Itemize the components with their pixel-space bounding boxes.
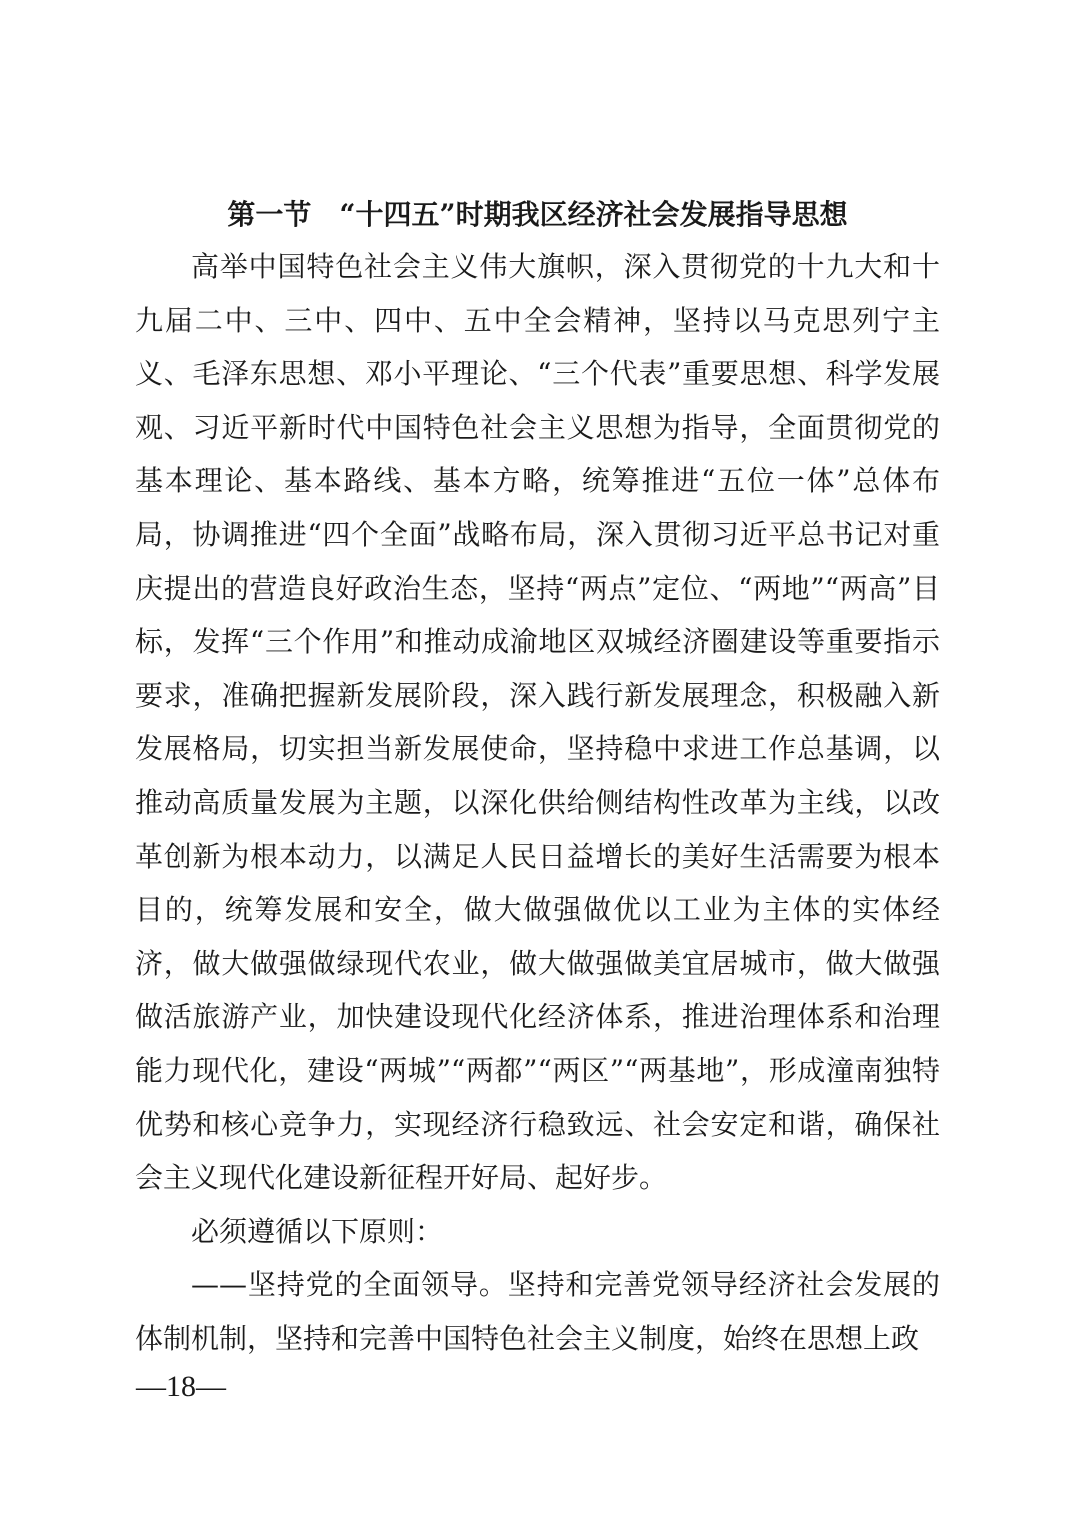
paragraph-principles-intro: 必须遵循以下原则： <box>191 1214 444 1248</box>
paragraph-principle-party-leadership: ——坚持党的全面领导。坚持和完善党领导经济社会发展的体制机制，坚持和完善中国特色社会主义制度，始终在思想上政 <box>135 1268 940 1355</box>
page-number: —18— <box>136 1370 226 1403</box>
body-text <box>135 240 940 1365</box>
section-heading: 第一节 “十四五”时期我区经济社会发展指导思想 <box>227 198 848 231</box>
paragraph-guiding-thought: 高举中国特色社会主义伟大旗帜，深入贯彻党的十九大和十九届二中、三中、四中、五中全会精神，坚持以马克思列宁主义、毛泽东思想、邓小平理论、“三个代表”重要思想、科学发展观、习近平新时代中国特色社会主义思想为指导，全面贯彻党的基本理论、基本路线、基本方略，统筹推进“五位一体”总体布局，协调推进“四个全面”战略布局，深入贯彻习近平总书记对重庆提出的营造良好政治生态，坚持“两点”定位、“两地”“两高”目标，发挥“三个作用”和推动成渝地区双城经济圈建设等重要指示要求，准确把握新发展阶段，深入践行新发展理念，积极融入新发展格局，切实担当新发展使命，坚持稳中求进工作总基调，以推动高质量发展为主题，以深化供给侧结构性改革为主线，以改革创新为根本动力，以满足人民日益增长的美好生活需要为根本目的，统筹发展和安全，做大做强做优以工业为主体的实体经济，做大做强做绿现代农业，做大做强做美宜居城市，做大做强做活旅游产业，加快建设现代化经济体系，推进治理体系和治理能力现代化，建设“两城”“两都”“两区”“两基地”，形成潼南独特优势和核心竞争力，实现经济行稳致远、社会安定和谐，确保社会主义现代化建设新征程开好局、起好步。 <box>135 250 940 1195</box>
